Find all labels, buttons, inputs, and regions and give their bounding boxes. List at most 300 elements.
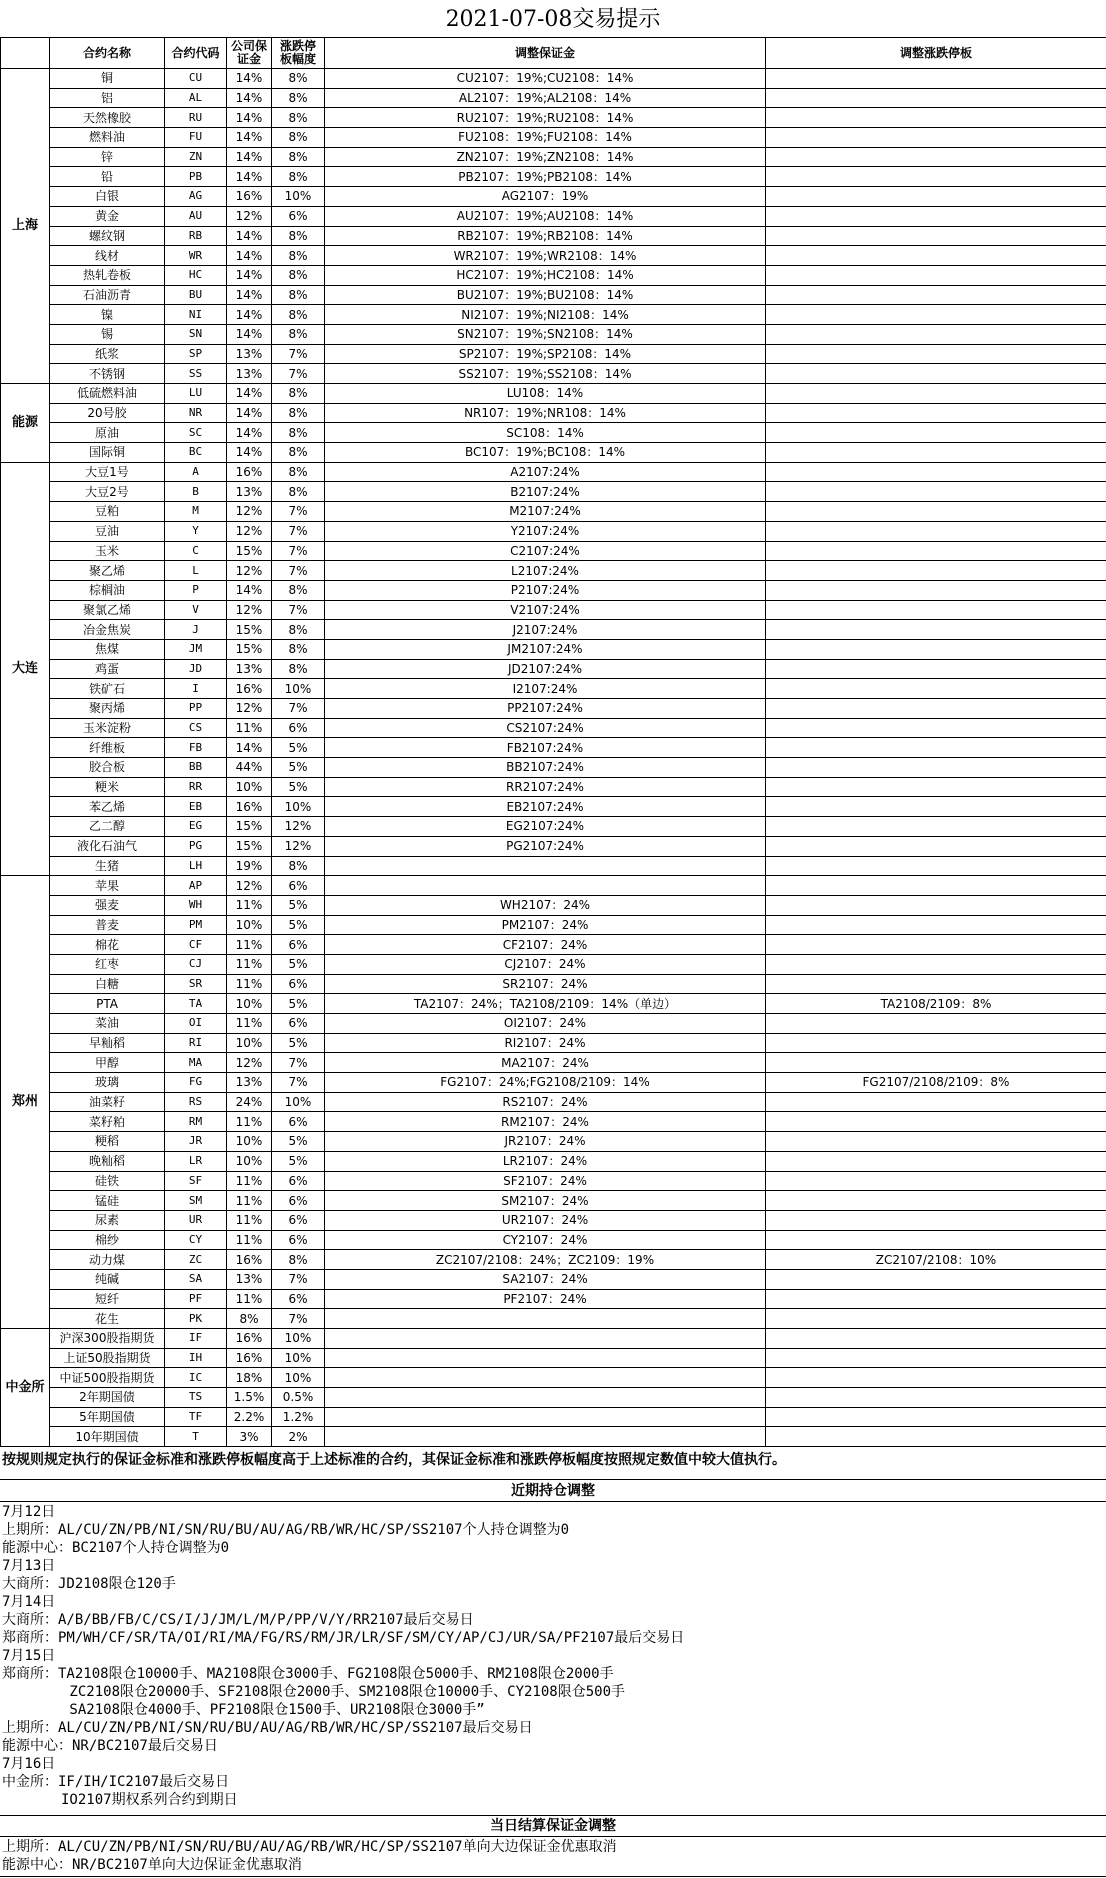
table-row	[1, 128, 1106, 148]
cell-code: IC	[165, 1368, 227, 1388]
cell-margin: 2.2%	[227, 1407, 272, 1427]
cell-adj-limit	[766, 423, 1106, 443]
cell-limit: 10%	[272, 1368, 325, 1388]
cell-adj-limit	[766, 1388, 1106, 1408]
cell-limit: 8%	[272, 659, 325, 679]
cell-limit: 8%	[272, 403, 325, 423]
cell-adj-margin: SP2107：19%;SP2108：14%	[325, 344, 766, 364]
cell-code: IF	[165, 1329, 227, 1349]
region-cell: 大连	[1, 462, 50, 875]
cell-adj-margin: P2107:24%	[325, 580, 766, 600]
cell-adj-limit	[766, 384, 1106, 404]
cell-adj-limit	[766, 1151, 1106, 1171]
cell-code: ZC	[165, 1250, 227, 1270]
cell-adj-margin: V2107:24%	[325, 600, 766, 620]
table-row	[1, 639, 1106, 659]
cell-code: SF	[165, 1171, 227, 1191]
cell-adj-limit	[766, 1348, 1106, 1368]
table-row	[1, 1053, 1106, 1073]
cell-margin: 14%	[227, 246, 272, 266]
cell-code: L	[165, 561, 227, 581]
cell-adj-margin: JD2107:24%	[325, 659, 766, 679]
table-row	[1, 659, 1106, 679]
cell-adj-margin: AU2107：19%;AU2108：14%	[325, 206, 766, 226]
table-row	[1, 954, 1106, 974]
cell-limit: 8%	[272, 108, 325, 128]
cell-adj-margin: A2107:24%	[325, 462, 766, 482]
cell-name: 10年期国债	[50, 1427, 165, 1447]
cell-name: 铜	[50, 69, 165, 89]
header-adj-margin: 调整保证金	[325, 38, 766, 69]
cell-code: JR	[165, 1132, 227, 1152]
table-row	[1, 620, 1106, 640]
cell-limit: 8%	[272, 443, 325, 463]
table-row	[1, 856, 1106, 876]
cell-adj-margin: AL2107：19%;AL2108：14%	[325, 88, 766, 108]
cell-adj-margin: BB2107:24%	[325, 758, 766, 778]
cell-adj-margin	[325, 856, 766, 876]
cell-name: 20号胶	[50, 403, 165, 423]
cell-adj-margin: SS2107：19%;SS2108：14%	[325, 364, 766, 384]
cell-limit: 6%	[272, 1289, 325, 1309]
cell-limit: 5%	[272, 1151, 325, 1171]
cell-adj-margin	[325, 1329, 766, 1349]
cell-margin: 14%	[227, 108, 272, 128]
table-row	[1, 561, 1106, 581]
cell-margin: 11%	[227, 954, 272, 974]
cell-margin: 11%	[227, 1171, 272, 1191]
cell-name: 聚丙烯	[50, 699, 165, 719]
table-row	[1, 344, 1106, 364]
cell-adj-limit	[766, 1230, 1106, 1250]
cell-name: 螺纹钢	[50, 226, 165, 246]
cell-limit: 5%	[272, 895, 325, 915]
cell-limit: 7%	[272, 1269, 325, 1289]
table-row	[1, 1191, 1106, 1211]
cell-adj-margin: FB2107:24%	[325, 738, 766, 758]
cell-name: 纸浆	[50, 344, 165, 364]
cell-margin: 14%	[227, 88, 272, 108]
cell-code: NR	[165, 403, 227, 423]
cell-name: 2年期国债	[50, 1388, 165, 1408]
cell-limit: 8%	[272, 285, 325, 305]
cell-name: 液化石油气	[50, 836, 165, 856]
cell-limit: 7%	[272, 699, 325, 719]
table-row	[1, 1210, 1106, 1230]
table-row	[1, 265, 1106, 285]
table-row	[1, 502, 1106, 522]
cell-name: 铁矿石	[50, 679, 165, 699]
cell-code: PF	[165, 1289, 227, 1309]
cell-name: 铝	[50, 88, 165, 108]
cell-margin: 14%	[227, 738, 272, 758]
cell-margin: 11%	[227, 1014, 272, 1034]
cell-limit: 7%	[272, 344, 325, 364]
cell-margin: 11%	[227, 935, 272, 955]
cell-limit: 8%	[272, 88, 325, 108]
cell-limit: 8%	[272, 324, 325, 344]
cell-name: 锡	[50, 324, 165, 344]
cell-margin: 11%	[227, 974, 272, 994]
cell-adj-margin: RB2107：19%;RB2108：14%	[325, 226, 766, 246]
position-line: 7月15日	[2, 1648, 56, 1664]
table-row	[1, 206, 1106, 226]
cell-adj-limit	[766, 895, 1106, 915]
table-row	[1, 1250, 1106, 1270]
table-row	[1, 915, 1106, 935]
table-row	[1, 364, 1106, 384]
cell-name: 豆粕	[50, 502, 165, 522]
position-line: 能源中心：BC2107个人持仓调整为0	[2, 1540, 230, 1556]
cell-limit: 6%	[272, 206, 325, 226]
cell-name: 低硫燃料油	[50, 384, 165, 404]
cell-limit: 5%	[272, 954, 325, 974]
cell-name: 菜籽粕	[50, 1112, 165, 1132]
cell-margin: 15%	[227, 639, 272, 659]
cell-adj-margin: BC107：19%;BC108：14%	[325, 443, 766, 463]
cell-name: 苯乙烯	[50, 797, 165, 817]
cell-adj-margin	[325, 1348, 766, 1368]
cell-adj-margin: Y2107:24%	[325, 521, 766, 541]
cell-name: 动力煤	[50, 1250, 165, 1270]
cell-adj-limit	[766, 1329, 1106, 1349]
cell-adj-margin: RI2107：24%	[325, 1033, 766, 1053]
cell-limit: 0.5%	[272, 1388, 325, 1408]
cell-margin: 18%	[227, 1368, 272, 1388]
cell-limit: 6%	[272, 876, 325, 896]
cell-adj-limit	[766, 128, 1106, 148]
region-cell: 郑州	[1, 876, 50, 1329]
cell-code: NI	[165, 305, 227, 325]
cell-code: FB	[165, 738, 227, 758]
cell-margin: 24%	[227, 1092, 272, 1112]
cell-margin: 11%	[227, 1191, 272, 1211]
cell-adj-margin: RS2107：24%	[325, 1092, 766, 1112]
cell-limit: 10%	[272, 679, 325, 699]
cell-adj-limit	[766, 1368, 1106, 1388]
cell-margin: 12%	[227, 600, 272, 620]
cell-adj-margin: ZN2107：19%;ZN2108：14%	[325, 147, 766, 167]
cell-limit: 6%	[272, 718, 325, 738]
cell-margin: 14%	[227, 167, 272, 187]
table-row	[1, 1132, 1106, 1152]
cell-adj-margin: SC108：14%	[325, 423, 766, 443]
cell-adj-margin: FG2107：24%;FG2108/2109：14%	[325, 1073, 766, 1093]
cell-limit: 12%	[272, 817, 325, 837]
cell-limit: 7%	[272, 364, 325, 384]
cell-adj-margin: EB2107:24%	[325, 797, 766, 817]
cell-adj-limit	[766, 639, 1106, 659]
table-row	[1, 147, 1106, 167]
cell-adj-margin: CJ2107：24%	[325, 954, 766, 974]
table-row	[1, 1348, 1106, 1368]
cell-limit: 5%	[272, 994, 325, 1014]
cell-code: RB	[165, 226, 227, 246]
cell-code: BU	[165, 285, 227, 305]
cell-adj-margin: RU2107：19%;RU2108：14%	[325, 108, 766, 128]
cell-adj-margin: SF2107：24%	[325, 1171, 766, 1191]
cell-limit: 6%	[272, 1171, 325, 1191]
table-row	[1, 1112, 1106, 1132]
header-limit-line2: 板幅度	[279, 52, 316, 66]
table-row	[1, 384, 1106, 404]
table-row	[1, 1014, 1106, 1034]
cell-name: 纤维板	[50, 738, 165, 758]
cell-code: A	[165, 462, 227, 482]
cell-code: SC	[165, 423, 227, 443]
cell-margin: 44%	[227, 758, 272, 778]
cell-name: 燃料油	[50, 128, 165, 148]
cell-adj-limit	[766, 403, 1106, 423]
table-row	[1, 974, 1106, 994]
cell-code: AL	[165, 88, 227, 108]
table-header	[1, 38, 1106, 69]
position-line: 中金所：IF/IH/IC2107最后交易日	[2, 1774, 230, 1790]
cell-name: 玉米淀粉	[50, 718, 165, 738]
cell-code: SS	[165, 364, 227, 384]
cell-adj-margin: LR2107：24%	[325, 1151, 766, 1171]
cell-limit: 8%	[272, 856, 325, 876]
cell-code: P	[165, 580, 227, 600]
cell-margin: 11%	[227, 1230, 272, 1250]
cell-code: PM	[165, 915, 227, 935]
cell-code: LR	[165, 1151, 227, 1171]
position-line: 7月14日	[2, 1594, 56, 1610]
cell-code: TA	[165, 994, 227, 1014]
cell-adj-limit	[766, 265, 1106, 285]
cell-adj-margin	[325, 1407, 766, 1427]
cell-code: IH	[165, 1348, 227, 1368]
cell-adj-limit	[766, 88, 1106, 108]
cell-code: WR	[165, 246, 227, 266]
cell-adj-limit	[766, 1033, 1106, 1053]
cell-adj-margin	[325, 1368, 766, 1388]
cell-code: RI	[165, 1033, 227, 1053]
cell-adj-margin: M2107:24%	[325, 502, 766, 522]
cell-name: 国际铜	[50, 443, 165, 463]
cell-name: 大豆2号	[50, 482, 165, 502]
header-name: 合约名称	[50, 38, 165, 69]
cell-margin: 16%	[227, 1348, 272, 1368]
cell-adj-margin: JM2107:24%	[325, 639, 766, 659]
position-adjust-list	[2, 1503, 1102, 1809]
cell-code: SA	[165, 1269, 227, 1289]
table-row	[1, 423, 1106, 443]
cell-limit: 7%	[272, 521, 325, 541]
cell-margin: 11%	[227, 1289, 272, 1309]
table-row	[1, 69, 1106, 89]
cell-code: CU	[165, 69, 227, 89]
cell-adj-limit	[766, 600, 1106, 620]
cell-code: JD	[165, 659, 227, 679]
cell-name: 硅铁	[50, 1171, 165, 1191]
position-line: IO2107期权系列合约到期日	[2, 1792, 238, 1808]
cell-name: 强麦	[50, 895, 165, 915]
cell-name: PTA	[50, 994, 165, 1014]
cell-adj-limit	[766, 502, 1106, 522]
table-row	[1, 1329, 1106, 1349]
cell-name: 锰硅	[50, 1191, 165, 1211]
cell-code: FG	[165, 1073, 227, 1093]
cell-code: FU	[165, 128, 227, 148]
cell-code: RS	[165, 1092, 227, 1112]
cell-name: 聚乙烯	[50, 561, 165, 581]
cell-adj-limit	[766, 777, 1106, 797]
cell-name: 镍	[50, 305, 165, 325]
table-row	[1, 187, 1106, 207]
cell-adj-margin	[325, 876, 766, 896]
table-row	[1, 246, 1106, 266]
cell-limit: 6%	[272, 1014, 325, 1034]
cell-name: 锌	[50, 147, 165, 167]
cell-name: 中证500股指期货	[50, 1368, 165, 1388]
cell-margin: 10%	[227, 915, 272, 935]
cell-adj-margin: J2107:24%	[325, 620, 766, 640]
cell-name: 上证50股指期货	[50, 1348, 165, 1368]
cell-code: LH	[165, 856, 227, 876]
cell-margin: 10%	[227, 1033, 272, 1053]
cell-limit: 8%	[272, 128, 325, 148]
cell-adj-limit	[766, 108, 1106, 128]
cell-margin: 12%	[227, 699, 272, 719]
cell-limit: 5%	[272, 1132, 325, 1152]
cell-limit: 6%	[272, 1210, 325, 1230]
cell-adj-margin: JR2107：24%	[325, 1132, 766, 1152]
table-row	[1, 462, 1106, 482]
table-row	[1, 699, 1106, 719]
cell-margin: 16%	[227, 797, 272, 817]
cell-name: 线材	[50, 246, 165, 266]
cell-adj-limit	[766, 876, 1106, 896]
settle-line: 上期所：AL/CU/ZN/PB/NI/SN/RU/BU/AU/AG/RB/WR/HC/SP/SS2107单向大边保证金优惠取消	[2, 1839, 617, 1855]
cell-name: 胶合板	[50, 758, 165, 778]
cell-adj-limit	[766, 462, 1106, 482]
table-row	[1, 1368, 1106, 1388]
table-row	[1, 1289, 1106, 1309]
cell-code: I	[165, 679, 227, 699]
cell-code: SP	[165, 344, 227, 364]
cell-adj-margin: L2107:24%	[325, 561, 766, 581]
cell-adj-margin: FU2108：19%;FU2108：14%	[325, 128, 766, 148]
cell-limit: 10%	[272, 187, 325, 207]
cell-limit: 6%	[272, 1112, 325, 1132]
region-cell: 上海	[1, 69, 50, 384]
cell-limit: 8%	[272, 1250, 325, 1270]
cell-margin: 13%	[227, 659, 272, 679]
cell-adj-limit	[766, 147, 1106, 167]
cell-adj-limit	[766, 679, 1106, 699]
cell-adj-margin: PM2107：24%	[325, 915, 766, 935]
table-row	[1, 679, 1106, 699]
cell-adj-limit	[766, 1171, 1106, 1191]
position-line: 郑商所：TA2108限仓10000手、MA2108限仓3000手、FG2108限仓5000手、RM2108限仓2000手	[2, 1666, 614, 1682]
table-row	[1, 305, 1106, 325]
cell-limit: 8%	[272, 69, 325, 89]
bottom-border	[0, 1876, 1106, 1877]
cell-code: RU	[165, 108, 227, 128]
cell-limit: 5%	[272, 1033, 325, 1053]
cell-name: 尿素	[50, 1210, 165, 1230]
cell-adj-limit	[766, 521, 1106, 541]
cell-adj-limit	[766, 1112, 1106, 1132]
cell-adj-limit	[766, 187, 1106, 207]
table-row	[1, 285, 1106, 305]
settle-margin-list	[2, 1838, 1102, 1874]
cell-margin: 12%	[227, 502, 272, 522]
cell-adj-limit	[766, 1309, 1106, 1329]
cell-adj-margin: UR2107：24%	[325, 1210, 766, 1230]
table-row	[1, 443, 1106, 463]
cell-limit: 7%	[272, 1073, 325, 1093]
table-row	[1, 521, 1106, 541]
cell-code: CS	[165, 718, 227, 738]
cell-adj-margin: EG2107:24%	[325, 817, 766, 837]
cell-limit: 10%	[272, 1348, 325, 1368]
cell-name: 晚籼稻	[50, 1151, 165, 1171]
cell-margin: 14%	[227, 580, 272, 600]
table-row	[1, 1407, 1106, 1427]
cell-code: EG	[165, 817, 227, 837]
cell-limit: 8%	[272, 423, 325, 443]
cell-adj-limit	[766, 915, 1106, 935]
cell-name: 早籼稻	[50, 1033, 165, 1053]
rule-note: 按规则规定执行的保证金标准和涨跌停板幅度高于上述标准的合约，其保证金标准和涨跌停板幅度按照规定数值中较大值执行。	[0, 1438, 1106, 1480]
cell-margin: 13%	[227, 344, 272, 364]
cell-adj-margin: WH2107：24%	[325, 895, 766, 915]
cell-code: HC	[165, 265, 227, 285]
cell-adj-limit	[766, 935, 1106, 955]
cell-limit: 6%	[272, 1230, 325, 1250]
cell-code: Y	[165, 521, 227, 541]
cell-adj-margin: I2107:24%	[325, 679, 766, 699]
table-row	[1, 994, 1106, 1014]
table-row	[1, 600, 1106, 620]
position-line: 大商所：A/B/BB/FB/C/CS/I/J/JM/L/M/P/PP/V/Y/RR2107最后交易日	[2, 1612, 474, 1628]
cell-adj-limit	[766, 1014, 1106, 1034]
table-row	[1, 876, 1106, 896]
cell-margin: 14%	[227, 128, 272, 148]
cell-margin: 13%	[227, 1269, 272, 1289]
cell-limit: 12%	[272, 836, 325, 856]
cell-margin: 8%	[227, 1309, 272, 1329]
table-row	[1, 403, 1106, 423]
cell-limit: 7%	[272, 1053, 325, 1073]
cell-limit: 8%	[272, 246, 325, 266]
cell-code: C	[165, 541, 227, 561]
cell-code: T	[165, 1427, 227, 1447]
cell-adj-limit	[766, 561, 1106, 581]
table-row	[1, 167, 1106, 187]
cell-code: WH	[165, 895, 227, 915]
cell-name: 乙二醇	[50, 817, 165, 837]
cell-code: B	[165, 482, 227, 502]
table-row	[1, 777, 1106, 797]
cell-code: OI	[165, 1014, 227, 1034]
cell-name: 白银	[50, 187, 165, 207]
cell-code: TF	[165, 1407, 227, 1427]
cell-code: AU	[165, 206, 227, 226]
table-row	[1, 1033, 1106, 1053]
cell-code: PP	[165, 699, 227, 719]
cell-limit: 6%	[272, 1191, 325, 1211]
cell-adj-limit	[766, 482, 1106, 502]
header-limit-line1: 涨跌停	[279, 39, 316, 53]
cell-name: 棉花	[50, 935, 165, 955]
cell-margin: 12%	[227, 521, 272, 541]
cell-adj-limit	[766, 443, 1106, 463]
table-row	[1, 738, 1106, 758]
cell-name: 红枣	[50, 954, 165, 974]
